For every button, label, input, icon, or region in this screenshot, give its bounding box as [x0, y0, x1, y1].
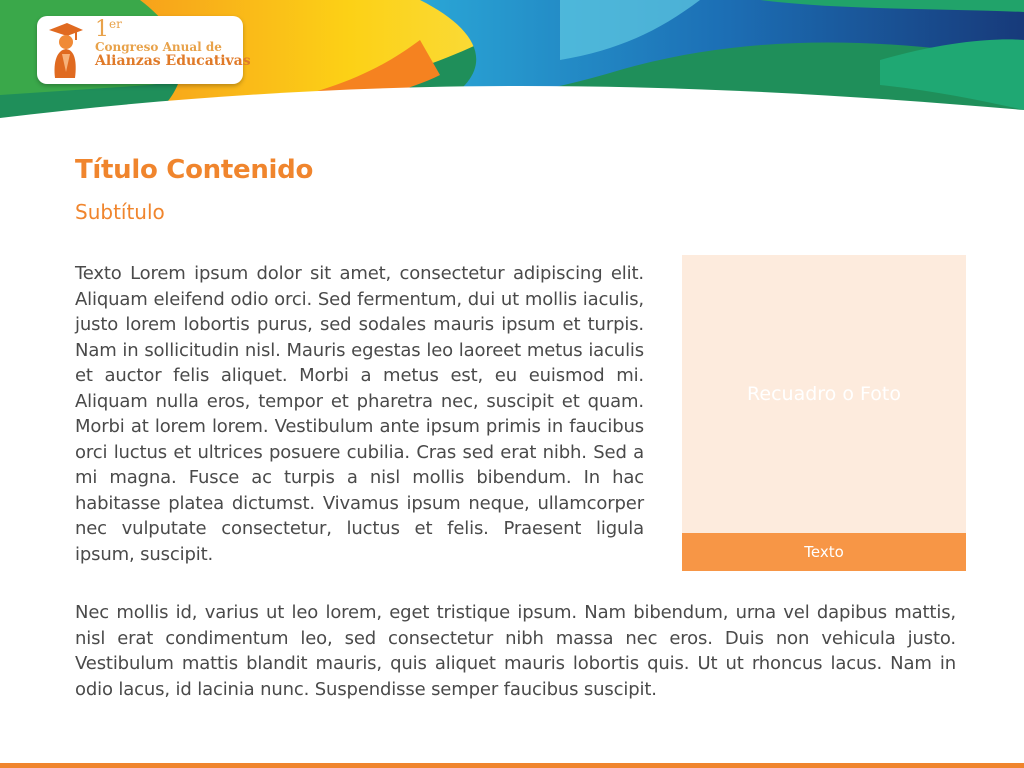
page-title: Título Contenido	[75, 155, 314, 185]
photo-placeholder-label: Recuadro o Foto	[747, 383, 901, 405]
graduate-mascot-icon	[45, 20, 85, 80]
logo-ordinal	[95, 18, 251, 41]
event-logo	[37, 16, 251, 84]
body-paragraph-bottom: Nec mollis id, varius ut leo lorem, eget tristique ipsum. Nam bibendum, urna vel dapibus mattis, nisl erat condimentum leo, sed consectetur nibh massa nec eros. Duis non vehicula justo. Vestibulum mattis blandit mauris, quis aliquet mauris lobortis quis. Ut ut rhoncus lacus. Nam in odio lacus, id lacinia nunc. Suspendisse semper faucibus suscipit.	[75, 602, 956, 700]
logo-text	[95, 18, 251, 68]
photo-caption: Texto	[682, 533, 966, 571]
logo-line2: Alianzas Educativas	[95, 52, 251, 69]
photo-placeholder-box	[682, 255, 966, 571]
logo-ordinal-suffix: er	[109, 17, 122, 31]
footer-accent-bar	[0, 763, 1024, 768]
header-banner	[0, 0, 1024, 130]
page-subtitle: Subtítulo	[75, 200, 165, 224]
logo-line1: Congreso Anual de	[95, 40, 222, 55]
body-paragraph-main: Texto Lorem ipsum dolor sit amet, consectetur adipiscing elit. Aliquam eleifend odio orci. Sed fermentum, dui ut mollis iaculis, justo lorem lobortis purus, sed sodales mauris ipsum et turpis. Nam in sollicitudin nisl. Mauris egestas leo laoreet metus iaculis et auctor felis aliquet. Morbi a metus est, eu euismod mi. Aliquam nulla eros, tempor et pharetra nec, suscipit et quam. Morbi at lorem lorem. Vestibulum ante ipsum primis in faucibus orci luctus et ultrices posuere cubilia. Cras sed erat nibh. Sed a mi magna. Fusce ac turpis a nisl mollis bibendum. In hac habitasse platea dictumst. Vivamus ipsum neque, ullamcorper nec vulputate consectetur, luctus et felis. Praesent ligula ipsum, suscipit.	[75, 263, 644, 565]
logo-ordinal-number: 1	[95, 17, 109, 42]
